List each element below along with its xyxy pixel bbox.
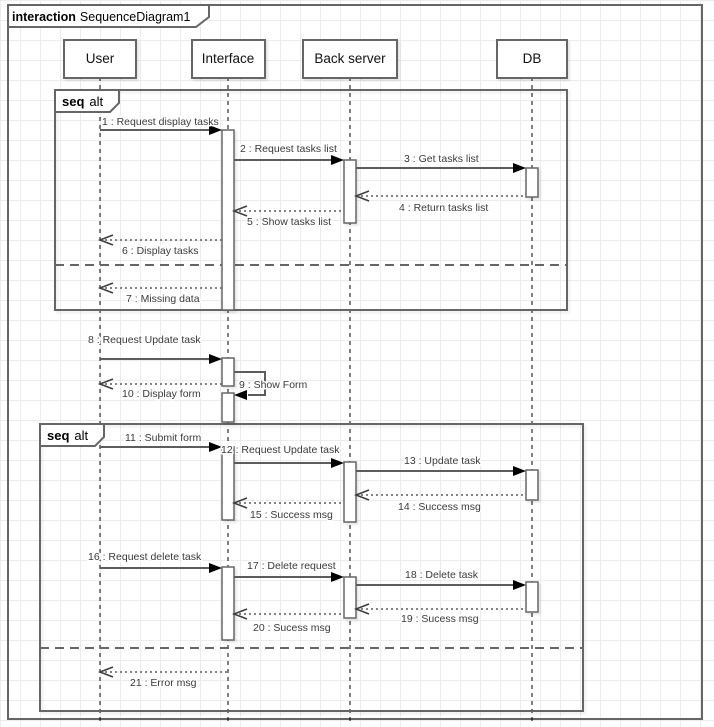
message-2[interactable]	[234, 143, 344, 165]
message-6[interactable]	[100, 235, 222, 257]
message-18[interactable]	[356, 569, 526, 590]
message-14[interactable]	[356, 490, 526, 513]
arrowhead-filled	[513, 163, 526, 173]
activation-interface-1[interactable]	[222, 130, 234, 310]
message-12-label: 12 : Request Update task	[221, 444, 340, 456]
arrowhead-filled	[513, 466, 526, 476]
message-7-label: 7 : Missing data	[126, 293, 200, 305]
message-11[interactable]	[100, 432, 222, 452]
alt-fragment-1-label: seq alt	[62, 94, 104, 109]
message-13[interactable]	[356, 455, 526, 476]
arrowhead-filled	[209, 563, 222, 573]
message-11-label: 11 : Submit form	[125, 432, 202, 444]
arrowhead-filled	[331, 458, 344, 468]
message-18-label: 18 : Delete task	[405, 569, 478, 581]
activation-db-3[interactable]	[526, 582, 538, 612]
lifeline-db[interactable]	[497, 40, 567, 78]
message-5-label: 5 : Show tasks list	[247, 216, 332, 228]
activation-db-2[interactable]	[526, 470, 538, 500]
interaction-frame-title[interactable]	[8, 5, 209, 27]
message-16-label: 16 : Request delete task	[88, 551, 202, 563]
message-14-label: 14 : Success msg	[398, 501, 481, 513]
activation-interface-2[interactable]	[222, 358, 234, 386]
lifeline-backserver[interactable]	[303, 40, 397, 78]
lifeline-interface[interactable]	[192, 40, 265, 78]
message-15[interactable]	[234, 498, 344, 521]
message-10[interactable]	[100, 379, 222, 400]
message-10-label: 10 : Display form	[122, 388, 201, 400]
message-2-label: 2 : Request tasks list	[240, 143, 337, 155]
message-9-label: 9 : Show Form	[239, 379, 308, 391]
message-21[interactable]	[100, 667, 228, 689]
interaction-frame-title-text: interaction SequenceDiagram1	[12, 10, 191, 24]
message-3[interactable]	[356, 153, 526, 173]
arrowhead-filled	[513, 580, 526, 590]
lifeline-user[interactable]	[64, 40, 136, 78]
message-1[interactable]	[100, 116, 222, 135]
message-4-label: 4 : Return tasks list	[399, 202, 489, 214]
message-6-label: 6 : Display tasks	[122, 245, 199, 257]
message-9[interactable]	[234, 372, 308, 400]
message-8[interactable]	[88, 334, 222, 364]
arrowhead-filled	[209, 354, 222, 364]
alt-fragment-2-label: seq alt	[47, 428, 89, 443]
message-17-label: 17 : Delete request	[247, 560, 336, 572]
arrowhead-filled	[331, 155, 344, 165]
lifeline-interface-label: Interface	[201, 51, 255, 66]
lifeline-user-label: User	[85, 51, 115, 66]
message-21-label: 21 : Error msg	[130, 677, 197, 689]
message-20[interactable]	[234, 609, 344, 634]
message-15-label: 15 : Success msg	[250, 509, 333, 521]
message-19-label: 19 : Sucess msg	[401, 613, 479, 625]
message-1-label: 1 : Request display tasks	[102, 116, 219, 128]
message-3-label: 3 : Get tasks list	[404, 153, 479, 165]
activation-backserver-2[interactable]	[344, 462, 356, 522]
message-20-label: 20 : Sucess msg	[253, 622, 331, 634]
arrowhead-filled	[331, 572, 344, 582]
activation-interface-3[interactable]	[222, 393, 234, 422]
message-4[interactable]	[356, 191, 526, 214]
message-8-label: 8 : Request Update task	[88, 334, 201, 346]
message-13-label: 13 : Update task	[404, 455, 481, 467]
message-7[interactable]	[100, 283, 222, 305]
lifeline-db-label: DB	[522, 51, 542, 66]
message-16[interactable]	[88, 551, 222, 573]
activation-db-1[interactable]	[526, 168, 538, 197]
message-12[interactable]	[221, 444, 344, 468]
lifeline-backserver-label: Back server	[314, 51, 386, 66]
activation-interface-4[interactable]	[222, 447, 234, 520]
activation-backserver-1[interactable]	[344, 160, 356, 223]
arrowhead-filled	[234, 390, 247, 400]
message-19[interactable]	[356, 604, 526, 625]
activation-backserver-3[interactable]	[344, 577, 356, 618]
message-17[interactable]	[234, 560, 344, 582]
message-5[interactable]	[234, 206, 344, 228]
activation-interface-5[interactable]	[222, 567, 234, 640]
